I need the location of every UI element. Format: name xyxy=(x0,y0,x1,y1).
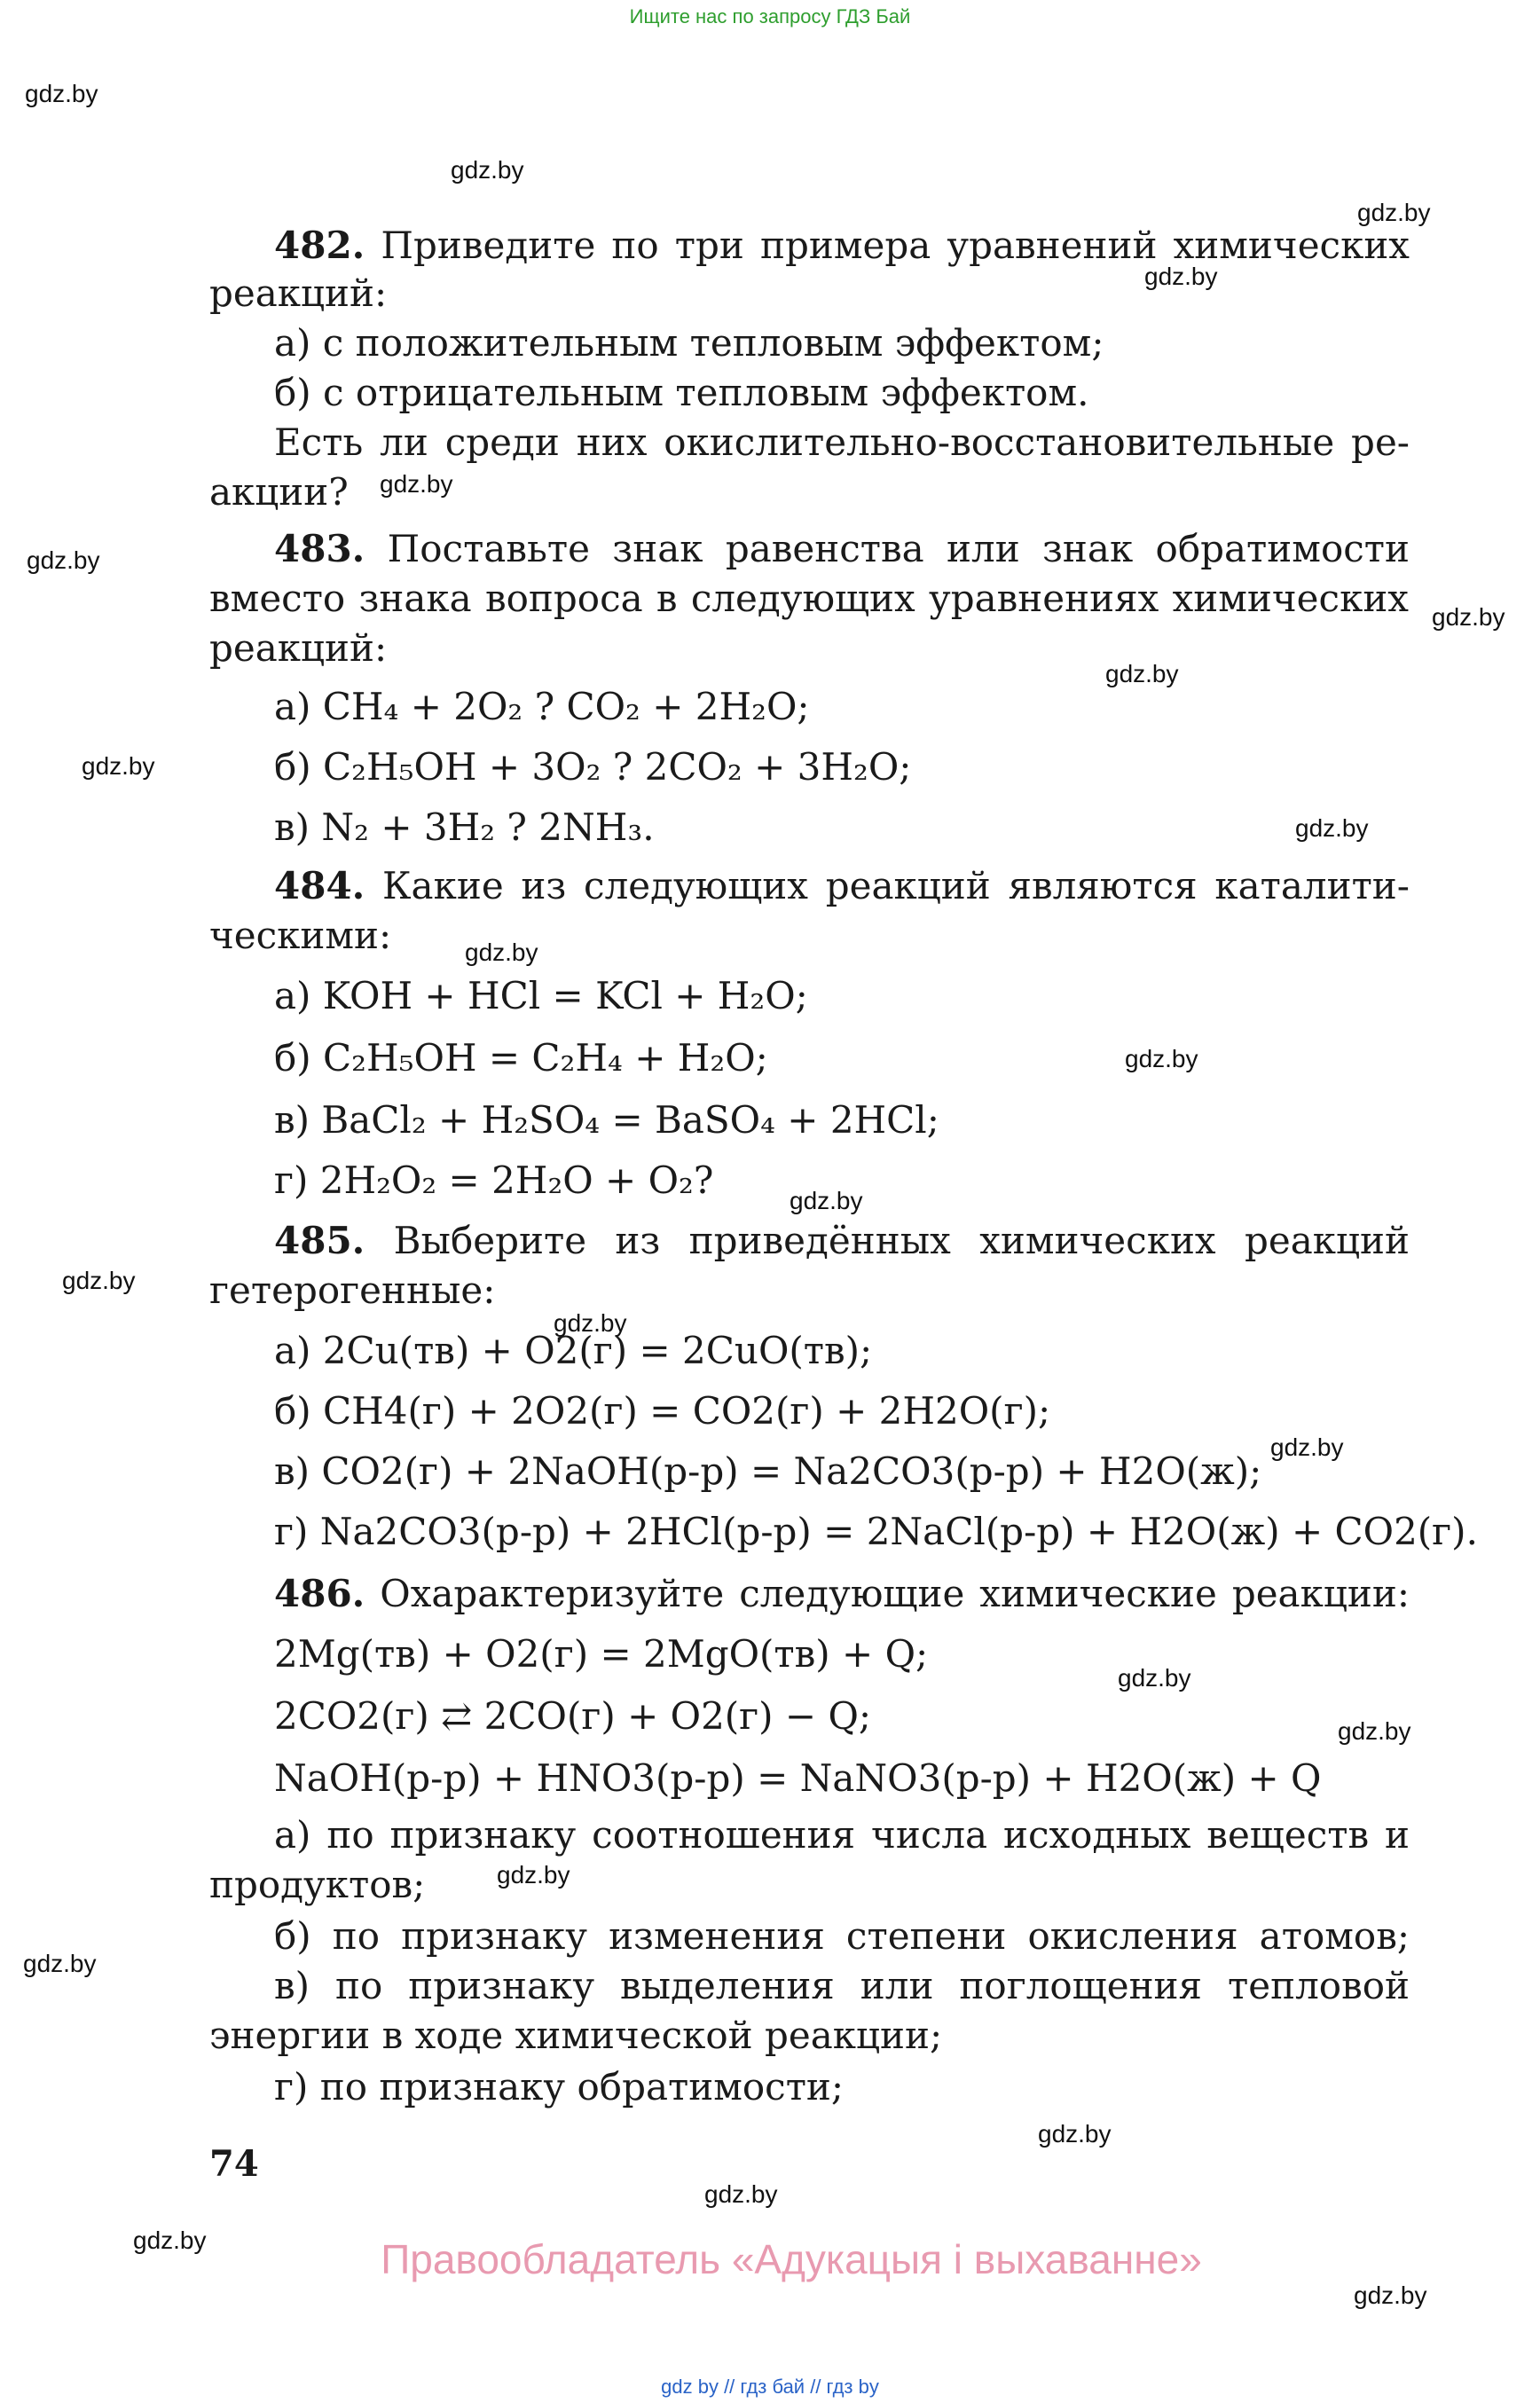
exercise-482-line-1 xyxy=(274,224,1410,268)
exercise-482-question-1: Есть ли среди них окислительно-восстановительные ре- xyxy=(274,420,1410,464)
watermark: gdz.by xyxy=(23,1950,97,1977)
exercise-485-option-c: в) CO2(г) + 2NaOH(р-р) = Na2CO3(р-р) + H2O(ж); xyxy=(274,1449,1262,1493)
exercise-485-line-2: гетерогенные: xyxy=(209,1268,496,1312)
watermark: gdz.by xyxy=(790,1187,863,1214)
watermark: gdz.by xyxy=(1270,1433,1344,1461)
exercise-number: 483. xyxy=(274,527,365,570)
exercise-484-option-a: а) KOH + HCl = KCl + H₂O; xyxy=(274,974,808,1017)
exercise-484-line-2: ческими: xyxy=(209,914,392,957)
exercise-486-equation-3: NaOH(р-р) + HNO3(р-р) = NaNO3(р-р) + H2O(ж) + Q xyxy=(274,1756,1322,1800)
watermark: gdz.by xyxy=(133,2226,207,2254)
watermark: gdz.by xyxy=(451,156,524,184)
copyright-notice xyxy=(0,2235,1540,2283)
exercise-485-option-b: б) CH4(г) + 2O2(г) = CO2(г) + 2H2O(г); xyxy=(274,1389,1051,1433)
footer-links: gdz by // гдз бай // гдз by xyxy=(661,2376,879,2398)
exercise-number: 482. xyxy=(274,224,365,267)
exercise-486-option-d: г) по признаку обратимости; xyxy=(274,2065,845,2109)
exercise-484-option-d: г) 2H₂O₂ = 2H₂O + O₂? xyxy=(274,1158,714,1202)
exercise-485-option-d: г) Na2CO3(р-р) + 2HCl(р-р) = 2NaCl(р-р) + H2O(ж) + CO2(г). xyxy=(274,1510,1478,1553)
exercise-483-option-c: в) N₂ + 3H₂ ? 2NH₃. xyxy=(274,805,655,849)
exercise-number: 486. xyxy=(274,1572,365,1615)
watermark: gdz.by xyxy=(554,1309,627,1337)
top-banner: Ищите нас по запросу ГДЗ Бай xyxy=(629,5,911,27)
exercise-text: Поставьте знак равенства или знак обратимости xyxy=(387,527,1410,570)
watermark: gdz.by xyxy=(1295,814,1369,842)
exercise-482-option-b: б) с отрицательным тепловым эффектом. xyxy=(274,371,1089,414)
exercise-486-option-a-2: продуктов; xyxy=(209,1863,426,1906)
watermark: gdz.by xyxy=(1432,603,1505,631)
watermark: gdz.by xyxy=(62,1267,136,1294)
page-number: 74 xyxy=(209,2143,259,2185)
exercise-483-line-1 xyxy=(274,527,1410,571)
watermark: gdz.by xyxy=(27,546,100,574)
exercise-485-option-a: а) 2Cu(тв) + O2(г) = 2CuO(тв); xyxy=(274,1329,873,1372)
exercise-485-line-1 xyxy=(274,1219,1410,1263)
exercise-484-option-c: в) BaCl₂ + H₂SO₄ = BaSO₄ + 2HCl; xyxy=(274,1098,939,1142)
copyright-text: Правообладатель «Адукацыя і выхаванне» xyxy=(381,2236,1202,2282)
watermark: gdz.by xyxy=(1338,1717,1411,1745)
exercise-483-line-2: вместо знака вопроса в следующих уравнениях химических xyxy=(209,577,1409,620)
exercise-484-line-1 xyxy=(274,864,1410,908)
exercise-text: Какие из следующих реакций являются каталити- xyxy=(382,864,1410,907)
exercise-482-line-2: реакций: xyxy=(209,271,388,315)
exercise-text: Охарактеризуйте следующие химические реакции: xyxy=(380,1572,1410,1615)
watermark: gdz.by xyxy=(1144,263,1218,290)
watermark: gdz.by xyxy=(1038,2120,1112,2148)
exercise-486-option-b: б) по признаку изменения степени окисления атомов; xyxy=(274,1914,1410,1958)
watermark: gdz.by xyxy=(497,1861,570,1889)
exercise-483-line-3: реакций: xyxy=(209,626,388,670)
exercise-482-question-2: акции? xyxy=(209,470,349,514)
watermark: gdz.by xyxy=(380,470,453,498)
watermark: gdz.by xyxy=(82,752,155,780)
exercise-482-option-a: а) с положительным тепловым эффектом; xyxy=(274,321,1104,365)
exercise-483-option-a: а) CH₄ + 2O₂ ? CO₂ + 2H₂O; xyxy=(274,685,810,728)
watermark: gdz.by xyxy=(465,938,538,966)
watermark: gdz.by xyxy=(25,80,98,107)
watermark: gdz.by xyxy=(1105,660,1179,687)
watermark: gdz.by xyxy=(1125,1045,1198,1072)
exercise-text: Приведите по три примера уравнений химических xyxy=(381,224,1410,267)
exercise-486-equation-1: 2Mg(тв) + O2(г) = 2MgO(тв) + Q; xyxy=(274,1632,929,1676)
watermark: gdz.by xyxy=(704,2180,778,2208)
exercise-text: Выберите из приведённых химических реакций xyxy=(393,1219,1410,1262)
exercise-486-option-c-1: в) по признаку выделения или поглощения тепловой xyxy=(274,1964,1410,2007)
exercise-486-option-c-2: энергии в ходе химической реакции; xyxy=(209,2014,943,2057)
watermark: gdz.by xyxy=(1357,199,1431,226)
watermark: gdz.by xyxy=(1118,1664,1191,1692)
exercise-number: 485. xyxy=(274,1219,365,1262)
exercise-486-equation-2: 2CO2(г) ⇄ 2CO(г) + O2(г) − Q; xyxy=(274,1694,872,1738)
exercise-483-option-b: б) C₂H₅OH + 3O₂ ? 2CO₂ + 3H₂O; xyxy=(274,745,912,789)
exercise-number: 484. xyxy=(274,864,365,907)
watermark: gdz.by xyxy=(1354,2281,1427,2309)
exercise-486-option-a-1: а) по признаку соотношения числа исходных веществ и xyxy=(274,1813,1410,1857)
exercise-484-option-b: б) C₂H₅OH = C₂H₄ + H₂O; xyxy=(274,1036,768,1080)
exercise-486-line-1 xyxy=(274,1572,1410,1616)
